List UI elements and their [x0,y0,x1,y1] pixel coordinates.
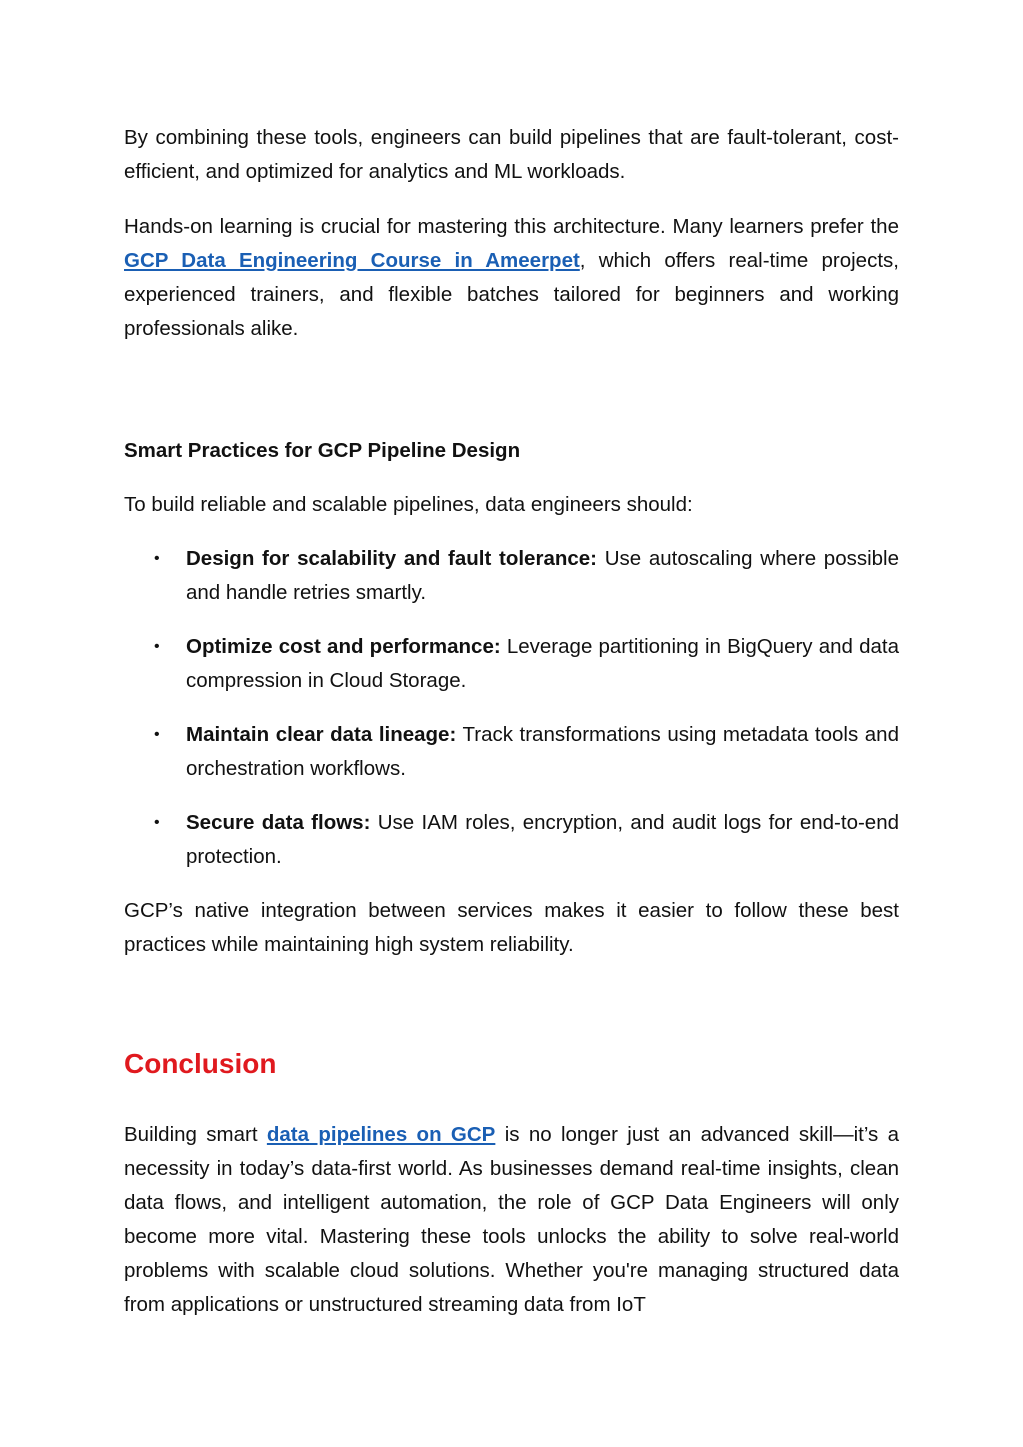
list-item [124,630,899,698]
list-item-text: Track transformations using metadata tools and orchestration workflows. [186,723,899,780]
list-item-title: Design for scalability and fault tolerance: [186,547,597,570]
conclusion-heading: Conclusion [124,1048,277,1079]
paragraph-text: is no longer just an advanced skill—it’s a necessity in today’s data-first world. As businesses demand real-time insights, clean data flows, and intelligent automation, the role of GCP Data Engineers will only become more vital. Mastering these tools unlocks the ability to solve real-world problems with scalable cloud solutions. Whether you're managing structured data from applications or unstructured streaming data from IoT [124,1123,899,1316]
practices-list [124,542,899,874]
list-item-title: Secure data flows: [186,811,371,834]
course-link[interactable]: GCP Data Engineering Course in Ameerpet [124,249,580,272]
bullet-icon: • [154,814,160,831]
paragraph-hands-on-learning [124,210,899,346]
paragraph-practices-intro: To build reliable and scalable pipelines, data engineers should: [124,493,693,516]
list-item-text: Use IAM roles, encryption, and audit logs for end-to-end protection. [186,811,899,868]
paragraph-gcp-integration: GCP’s native integration between services makes it easier to follow these best practices while maintaining high system reliability. [124,899,899,956]
list-item [124,718,899,786]
list-item [124,806,899,874]
list-item-text: Use autoscaling where possible and handle retries smartly. [186,547,900,604]
bullet-icon: • [154,638,160,655]
list-item-text: Leverage partitioning in BigQuery and data compression in Cloud Storage. [186,635,899,692]
paragraph-text: Building smart [124,1123,267,1146]
paragraph-tools-summary: By combining these tools, engineers can build pipelines that are fault-tolerant, cost-efficient, and optimized for analytics and ML workloads. [124,126,899,183]
list-item-title: Maintain clear data lineage: [186,723,457,746]
paragraph-text: Hands-on learning is crucial for mastering this architecture. Many learners prefer the [124,215,899,238]
bullet-icon: • [154,550,160,567]
paragraph-text: , which offers real-time projects, experienced trainers, and flexible batches tailored for beginners and working professionals alike. [124,249,899,340]
paragraph-conclusion [124,1118,899,1322]
bullet-icon: • [154,726,160,743]
pipelines-link[interactable]: data pipelines on GCP [266,1123,496,1146]
list-item [124,542,899,610]
section-heading-smart-practices: Smart Practices for GCP Pipeline Design [124,439,521,462]
list-item-title: Optimize cost and performance: [186,635,501,658]
document-page [124,121,899,1322]
